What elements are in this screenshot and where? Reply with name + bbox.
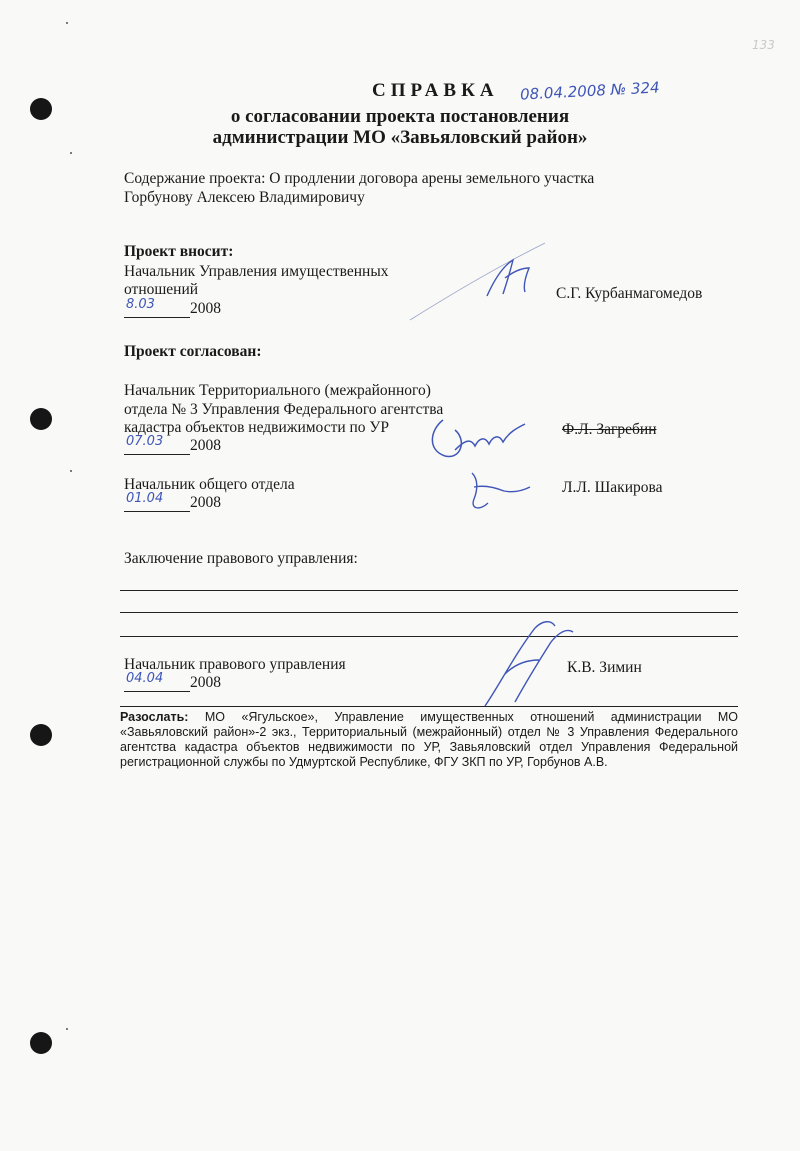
handwritten-date: 07.03 bbox=[126, 434, 164, 449]
conclusion-line bbox=[120, 636, 738, 637]
legal-head-signature bbox=[455, 614, 575, 714]
project-content-line-1: Содержание проекта: О продлении договора арены земельного участка bbox=[124, 170, 595, 187]
corner-page-number: 133 bbox=[752, 38, 775, 52]
submitter-heading: Проект вносит: bbox=[124, 243, 234, 260]
submitter-position-2: отношений bbox=[124, 281, 199, 298]
approver-1-signature bbox=[425, 410, 545, 470]
submitter-date bbox=[124, 297, 221, 318]
date-year: 2008 bbox=[190, 437, 221, 454]
binder-hole bbox=[30, 724, 52, 746]
distribution-block bbox=[120, 710, 738, 770]
submitter-position-1: Начальник Управления имущественных bbox=[124, 263, 389, 280]
submitter-signature bbox=[405, 238, 545, 328]
binder-hole bbox=[30, 408, 52, 430]
date-year: 2008 bbox=[190, 494, 221, 511]
legal-conclusion-label: Заключение правового управления: bbox=[124, 550, 358, 567]
handwritten-date: 8.03 bbox=[126, 297, 155, 312]
distribution-text: МО «Ягульское», Управление имущественных отношений администрации МО «Завьяловский район»-2 экз., Территориальный (межрайонный) отдел № 3 Управления Федерального агентства кадастра объектов недвижимости по УР, Завьяловский отдел Управления Федеральной регистрационной службы по Удмуртской Республике, ФГУ ЗКП по УР, Горбунов А.В. bbox=[120, 710, 738, 769]
approver-1-position-2: отдела № 3 Управления Федерального агентства bbox=[124, 401, 444, 418]
approver-2-name: Л.Л. Шакирова bbox=[562, 479, 663, 496]
scan-speck bbox=[66, 22, 68, 24]
scan-speck bbox=[70, 470, 72, 472]
project-content-line-2: Горбунову Алексею Владимировичу bbox=[124, 189, 365, 206]
conclusion-line bbox=[120, 612, 738, 613]
approver-1-date bbox=[124, 434, 221, 455]
approvals-heading: Проект согласован: bbox=[124, 343, 262, 360]
approver-1-name: Ф.Л. Загребин bbox=[562, 421, 657, 438]
handwritten-registration-stamp: 08.04.2008 № 324 bbox=[519, 78, 661, 104]
date-underline bbox=[124, 434, 190, 455]
binder-hole bbox=[30, 1032, 52, 1054]
date-underline bbox=[124, 671, 190, 692]
scan-speck bbox=[66, 1028, 68, 1030]
approver-2-signature bbox=[460, 465, 540, 515]
submitter-name: С.Г. Курбанмагомедов bbox=[556, 285, 703, 302]
conclusion-line bbox=[120, 590, 738, 591]
scan-speck bbox=[70, 152, 72, 154]
handwritten-date: 01.04 bbox=[126, 491, 164, 506]
legal-date bbox=[124, 671, 221, 692]
date-year: 2008 bbox=[190, 674, 221, 691]
approver-2-date bbox=[124, 491, 221, 512]
document-title: СПРАВКА bbox=[372, 80, 499, 101]
document-subtitle-2: администрации МО «Завьяловский район» bbox=[212, 127, 588, 148]
distribution-label: Разослать: bbox=[120, 710, 189, 724]
handwritten-date: 04.04 bbox=[126, 671, 164, 686]
date-underline bbox=[124, 491, 190, 512]
legal-head-position: Начальник правового управления bbox=[124, 656, 346, 673]
approver-2-position: Начальник общего отдела bbox=[124, 476, 295, 493]
approver-1-position-1: Начальник Территориального (межрайонного) bbox=[124, 382, 431, 399]
document-subtitle-1: о согласовании проекта постановления bbox=[230, 106, 570, 127]
date-year: 2008 bbox=[190, 300, 221, 317]
date-underline bbox=[124, 297, 190, 318]
legal-head-name: К.В. Зимин bbox=[567, 659, 642, 676]
distribution-separator bbox=[120, 706, 738, 707]
approver-1-position-3: кадастра объектов недвижимости по УР bbox=[124, 419, 390, 436]
